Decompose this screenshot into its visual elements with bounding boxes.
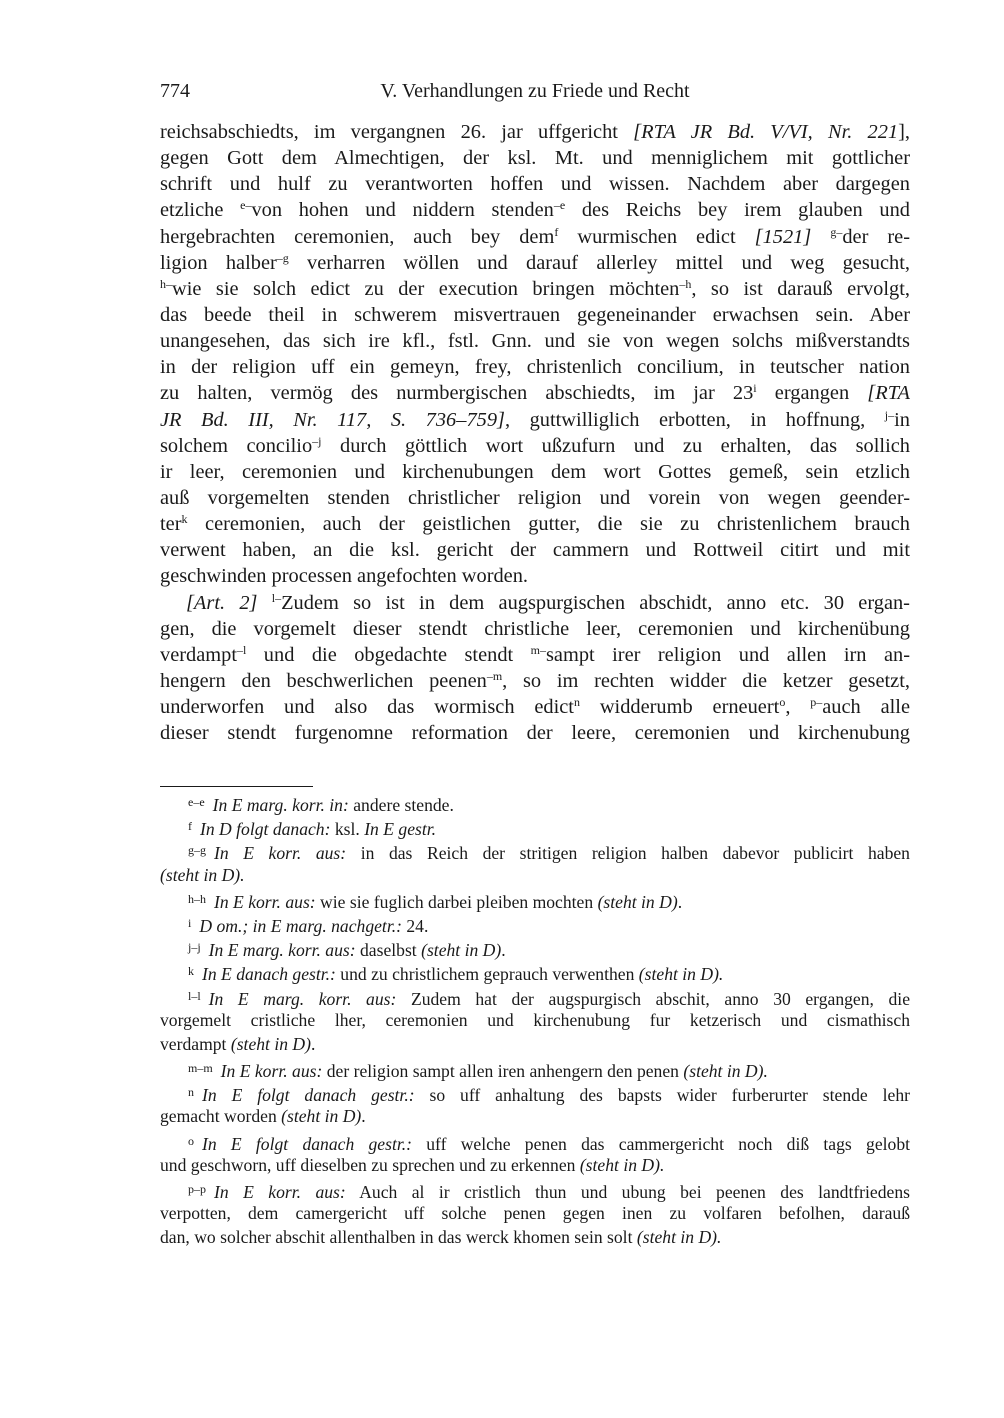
footnote-marker: g–g	[188, 843, 206, 858]
italic-text: In E folgt danach gestr.:	[202, 1085, 415, 1106]
page-number: 774	[160, 80, 190, 102]
text-run: vorgemelt cristliche lher, ceremonien und kirchenubung fur ketzerisch und cismathisch	[160, 1009, 910, 1030]
italic-text: [Art. 2]	[186, 591, 258, 614]
italic-text: In E marg. korr. aus:	[208, 940, 356, 961]
text-run: .	[361, 1106, 366, 1127]
footnote-marker: l–l	[188, 988, 201, 1003]
text-run: wurmischen edict	[558, 225, 755, 248]
text-run: , so im rechten widder die ketzer gesetzt,	[502, 669, 910, 692]
text-run: des Reichs bey irem glauben und	[565, 199, 910, 222]
text-line	[160, 433, 910, 459]
footnote-line	[160, 1201, 910, 1225]
italic-text: In E marg. korr. aus:	[208, 988, 397, 1009]
text-line	[160, 407, 910, 433]
text-line	[160, 720, 910, 746]
text-line	[160, 354, 910, 380]
italic-text: In E korr. aus:	[214, 891, 316, 912]
footnote-line	[160, 911, 910, 935]
critical-apparatus-marker: –m	[486, 668, 503, 683]
critical-apparatus-marker: f	[554, 224, 559, 239]
footnote-separator	[160, 786, 313, 787]
critical-apparatus-marker: n	[573, 695, 580, 710]
text-run	[257, 592, 271, 614]
critical-apparatus-marker: –g	[276, 250, 289, 265]
footnote-marker: o	[188, 1133, 194, 1148]
text-run: auß vorgemelten stenden christlicher religion und vorein von wegen geender-	[160, 486, 910, 509]
text-line	[160, 694, 910, 720]
text-run: solchem concilio	[160, 434, 313, 457]
text-run: 24.	[401, 915, 429, 936]
footnote-line	[160, 959, 910, 983]
text-line	[160, 537, 910, 563]
text-run: in der religion uff ein gemeyn, frey, christenlich concilium, in teutscher nation	[160, 356, 910, 379]
footnote-line	[160, 814, 910, 838]
italic-text: [1521]	[754, 225, 812, 248]
text-line	[160, 171, 910, 197]
text-run: etzliche	[160, 199, 241, 222]
italic-text: In E korr. aus:	[214, 843, 347, 864]
text-run: uff welche penen das cammergericht noch diß tags gelobt	[412, 1133, 910, 1154]
text-run: Zudem hat der augspurgisch abschit, anno 30 ergangen, die	[396, 988, 911, 1009]
text-line	[160, 250, 910, 276]
text-run: ergangen	[756, 382, 868, 405]
footnote-line	[160, 1225, 910, 1249]
italic-text: (steht in D)	[421, 940, 502, 961]
text-line	[160, 380, 910, 406]
italic-text: In D folgt danach:	[200, 819, 331, 840]
text-run: widderumb erneuert	[579, 696, 780, 719]
text-run: , so ist darauß ervolgt,	[691, 277, 911, 300]
text-run: dan, wo solcher abschit allenthalben in das werck khomen sein solt	[160, 1227, 637, 1248]
text-line	[160, 119, 910, 145]
running-title: V. Verhandlungen zu Friede und Recht	[380, 80, 690, 102]
italic-text: (steht in D)	[597, 891, 678, 912]
footnote-line	[160, 1032, 910, 1056]
text-run: wie sie solch edict zu der execution bringen möchten	[172, 277, 680, 300]
footnote-line	[160, 863, 910, 887]
text-run	[811, 226, 830, 248]
critical-apparatus-marker: –j	[312, 433, 322, 448]
text-run: underworfen und also das wormisch edict	[160, 696, 574, 719]
critical-apparatus-marker: m–	[530, 642, 546, 657]
footnote-marker: p–p	[188, 1182, 206, 1196]
text-run: hengern den beschwerlichen peenen	[160, 669, 487, 692]
text-run: durch göttlich wort ußzufurn und zu erhalten, das sollich	[321, 434, 910, 457]
text-run: sampt irer religion und allen irn an-	[545, 643, 910, 666]
footnote-marker: j–j	[188, 940, 201, 955]
footnote-marker: m–m	[188, 1061, 213, 1076]
text-run: geschwinden processen angefochten worden.	[160, 565, 529, 588]
footnote-marker: f	[188, 819, 192, 834]
italic-text: [RTA JR Bd. V/VI, Nr. 221	[633, 121, 899, 143]
italic-text: (steht in D).	[579, 1154, 665, 1175]
footnote-line	[160, 1080, 910, 1104]
critical-apparatus-marker: j–	[884, 407, 895, 422]
text-run: Zudem so ist in dem augspurgischen abschidt, anno etc. 30 ergan-	[281, 591, 910, 614]
text-run: verdampt	[160, 1033, 231, 1054]
text-line	[160, 616, 910, 642]
italic-text: In E danach gestr.:	[202, 964, 336, 985]
text-run: wie sie fuglich darbei pleiben mochten	[315, 891, 598, 912]
italic-text: (steht in D)	[230, 1033, 311, 1054]
text-line	[160, 563, 910, 589]
text-line	[160, 485, 910, 511]
italic-text: (steht in D).	[638, 964, 724, 985]
italic-text: [RTA	[867, 382, 910, 405]
text-run: ],	[898, 121, 911, 143]
italic-text: In E marg. korr. in:	[212, 795, 349, 815]
text-run: verharren wöllen und darauf allerley mittel und weg gesucht,	[288, 251, 910, 274]
text-run: der re-	[842, 225, 910, 248]
text-line	[160, 145, 910, 171]
critical-apparatus-marker: l–	[271, 590, 282, 605]
text-run: .	[501, 940, 506, 961]
italic-text: (steht in D).	[683, 1061, 768, 1082]
footnote-marker: e–e	[188, 795, 205, 809]
text-run: daselbst	[355, 940, 422, 961]
italic-text: JR Bd. III, Nr. 117, S. 736–759]	[160, 408, 505, 431]
footnote-line	[160, 1008, 910, 1032]
footnote-line	[160, 838, 910, 862]
text-run: der religion sampt allen iren anhengern den penen	[322, 1061, 684, 1082]
text-run: und zu christlichem geprauch verwenthen	[335, 964, 639, 985]
text-run: verdampt	[160, 643, 238, 666]
footnote-line	[160, 1104, 910, 1128]
footnote-line	[160, 1177, 910, 1201]
footnote-line	[160, 1153, 910, 1177]
text-run: von hohen und niddern stenden	[251, 199, 554, 222]
text-run: ligion halber	[160, 251, 277, 274]
text-run: ter	[160, 513, 182, 536]
footnotes	[160, 790, 910, 1250]
text-run: das beede theil in schwerem misvertrauen gegeneinander erwachsen sein. Aber	[160, 303, 910, 326]
critical-apparatus-marker: g–	[830, 224, 843, 239]
critical-apparatus-marker: e–	[240, 198, 252, 213]
text-line	[160, 642, 910, 668]
text-line	[160, 197, 910, 223]
critical-apparatus-marker: –e	[553, 198, 566, 213]
italic-text: D om.; in E marg. nachgetr.:	[199, 915, 402, 936]
text-run: in das Reich der stritigen religion halben dabevor publicirt haben	[346, 843, 910, 864]
text-run: unangesehen, das sich ire kfl., fstl. Gnn. und sie von wegen solchs mißverstandts	[160, 330, 910, 353]
italic-text: (steht in D)	[281, 1106, 362, 1127]
footnote-line	[160, 935, 910, 959]
text-line	[160, 459, 910, 485]
text-run: schrift und hulf zu verantworten hoffen und wissen. Nachdem aber dargegen	[160, 173, 910, 196]
text-run: .	[677, 891, 683, 912]
text-line	[160, 224, 910, 250]
text-run: so uff anhaltung des bapsts wider furberurter stende lehr	[414, 1085, 910, 1106]
footnote-marker: i	[188, 915, 192, 930]
text-run: ,	[785, 696, 811, 719]
text-run: dieser stendt furgenomne reformation der leere, ceremonien und kirchenubung	[160, 722, 910, 745]
critical-apparatus-marker: k	[181, 512, 188, 527]
text-line	[160, 276, 910, 302]
text-run: gen, die vorgemelt dieser stendt christliche leer, ceremonien und kirchenübung	[160, 617, 910, 640]
italic-text: (steht in D).	[636, 1227, 722, 1248]
text-run: zu halten, vermög des nurmbergischen abschiedts, im jar 23	[160, 382, 754, 405]
critical-apparatus-marker: –l	[237, 642, 247, 657]
footnote-line	[160, 790, 910, 814]
critical-apparatus-marker: –h	[679, 276, 692, 291]
text-run: in	[894, 408, 910, 431]
footnote-line	[160, 887, 910, 911]
text-run: ksl.	[330, 819, 365, 840]
text-run: verpotten, dem camergericht uff solche penen gegen inen zu volfaren befolhen, darauß	[160, 1203, 910, 1224]
footnote-marker: h–h	[188, 891, 206, 906]
italic-text: (steht in D).	[160, 864, 245, 885]
critical-apparatus-marker: p–	[810, 695, 823, 710]
text-line	[160, 328, 910, 354]
critical-apparatus-marker: o	[779, 695, 786, 710]
text-run: gemacht worden	[160, 1106, 282, 1127]
italic-text: In E korr. aus:	[214, 1182, 346, 1202]
text-run: hergebrachten ceremonien, auch bey dem	[160, 225, 555, 248]
running-header	[160, 80, 910, 106]
text-run: .	[310, 1033, 316, 1054]
text-run: , guttwilliglich erbotten, in hoffnung,	[504, 408, 885, 431]
text-run: ceremonien, auch der geistlichen gutter, die sie zu christenlichem brauch	[187, 513, 910, 536]
footnote-line	[160, 984, 910, 1008]
text-run: auch alle	[822, 696, 911, 719]
text-run: andere stende.	[348, 795, 454, 815]
italic-text: In E korr. aus:	[220, 1061, 323, 1082]
critical-apparatus-marker: h–	[160, 276, 172, 291]
text-run: Auch al ir cristlich thun und ubung bei peenen des landtfriedens	[345, 1182, 910, 1202]
text-line	[160, 302, 910, 328]
critical-apparatus-marker: i	[753, 381, 757, 396]
text-line	[160, 590, 910, 616]
text-run: verwent haben, an die ksl. gericht der cammern und Rottweil citirt und mit	[160, 539, 910, 562]
text-run: reichsabschiedts, im vergangnen 26. jar uffgericht	[160, 121, 634, 143]
text-run: und die obgedachte stendt	[246, 643, 531, 666]
main-text	[160, 119, 910, 746]
text-line	[160, 668, 910, 694]
footnote-marker: n	[188, 1085, 194, 1100]
text-run: und geschworn, uff dieselben zu sprechen und zu erkennen	[160, 1154, 580, 1175]
text-run: gegen Gott dem Almechtigen, der ksl. Mt. und menniglichem mit gottlicher	[160, 147, 910, 170]
footnote-line	[160, 1129, 910, 1153]
italic-text: In E folgt danach gestr.:	[202, 1133, 412, 1154]
footnote-line	[160, 1056, 910, 1080]
text-run: ir leer, ceremonien und kirchenubungen dem wort Gottes gemeß, sein etzlich	[160, 460, 910, 483]
footnote-marker: k	[188, 964, 194, 979]
text-line	[160, 511, 910, 537]
italic-text: In E gestr.	[364, 819, 437, 840]
